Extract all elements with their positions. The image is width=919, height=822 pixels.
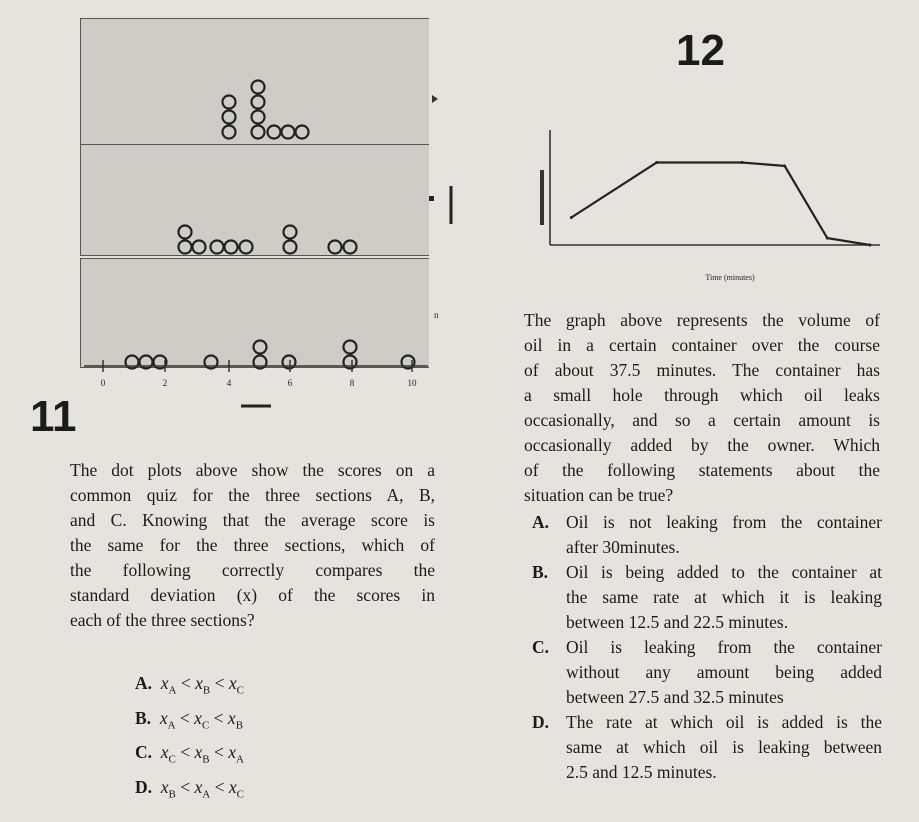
dot [282,126,295,139]
question-11-number: 11 [30,392,77,441]
dot [193,241,206,254]
q12-option-c[interactable]: C. Oil is leaking from the container without any amount being added between 27.5 and 32.5 minutes [532,637,882,707]
dot [329,241,342,254]
dot [240,241,253,254]
q12-line: occasionally, and so a certain amount is [524,410,880,430]
q11-line: The dot plots above show the scores on a [70,460,435,480]
q11-line: the same for the three sections, which of [70,535,435,555]
q12-line: situation can be true? [524,485,674,505]
tick-label: 10 [407,378,417,388]
tick-label: 2 [162,378,168,388]
tick-label: 8 [349,378,355,388]
dot [179,241,192,254]
dot [296,126,309,139]
dot [223,126,236,139]
data-point [826,237,829,240]
q11-line: the following correctly compares the [70,560,435,580]
dot [344,341,357,354]
dot [223,111,236,124]
tick-label: 6 [287,378,293,388]
dot [284,241,297,254]
dot [284,226,297,239]
q12-option-b[interactable]: B. Oil is being added to the container at the same rate at which it is leaking between 12.5 and 22.5 minutes. [532,562,882,632]
data-point [570,216,573,219]
dot [223,96,236,109]
svg-text:n: n [434,310,439,320]
question-11-text [70,458,435,633]
q11-line: each of the three sections? [70,610,255,630]
volume-series-line [571,163,870,246]
q11-line: standard deviation (x) of the scores in [70,585,435,605]
q12-line: a small hole through which oil leaks [524,385,880,405]
q12-option-d[interactable]: D. The rate at which oil is added is the same at which oil is leaking between 2.5 and 12.5 minutes. [532,712,882,782]
q11-option-a[interactable]: A. $x_A < x_B < x_C$ [135,673,244,697]
x-axis-label: Time (minutes) [705,273,755,282]
question-12-number: 12 [676,26,725,75]
question-12-options [532,510,882,785]
dot [225,241,238,254]
q12-line: occasionally added by the owner. Which [524,435,880,455]
q11-line: and C. Knowing that the average score is [70,510,435,530]
dot [252,126,265,139]
y-axis-label-bar [540,170,544,225]
q12-line: The graph above represents the volume of [524,310,880,330]
question-11-options [135,670,244,808]
data-point [783,164,786,167]
tick-label: 0 [100,378,106,388]
data-point [655,161,658,164]
question-12-text [524,308,880,508]
q12-line: of about 37.5 minutes. The container has [524,360,880,380]
q11-option-c[interactable]: C. $x_C < x_B < x_A$ [135,742,244,766]
tick-label: 4 [226,378,232,388]
dot [252,81,265,94]
q12-line: oil in a certain container over the course [524,335,880,355]
dot [268,126,281,139]
dot [179,226,192,239]
q12-option-a[interactable]: A. Oil is not leaking from the container after 30minutes. [532,512,882,557]
dot [252,111,265,124]
volume-line-chart [520,120,890,295]
dot [254,341,267,354]
data-point [869,244,872,247]
q11-option-b[interactable]: B. $x_A < x_C < x_B$ [135,707,244,731]
q12-line: of the following statements about the [524,460,880,480]
q11-option-d[interactable]: D. $x_B < x_A < x_C$ [135,776,244,800]
dot [344,241,357,254]
data-point [741,161,744,164]
dot [252,96,265,109]
q11-line: common quiz for the three sections A, B, [70,485,435,505]
dot [211,241,224,254]
